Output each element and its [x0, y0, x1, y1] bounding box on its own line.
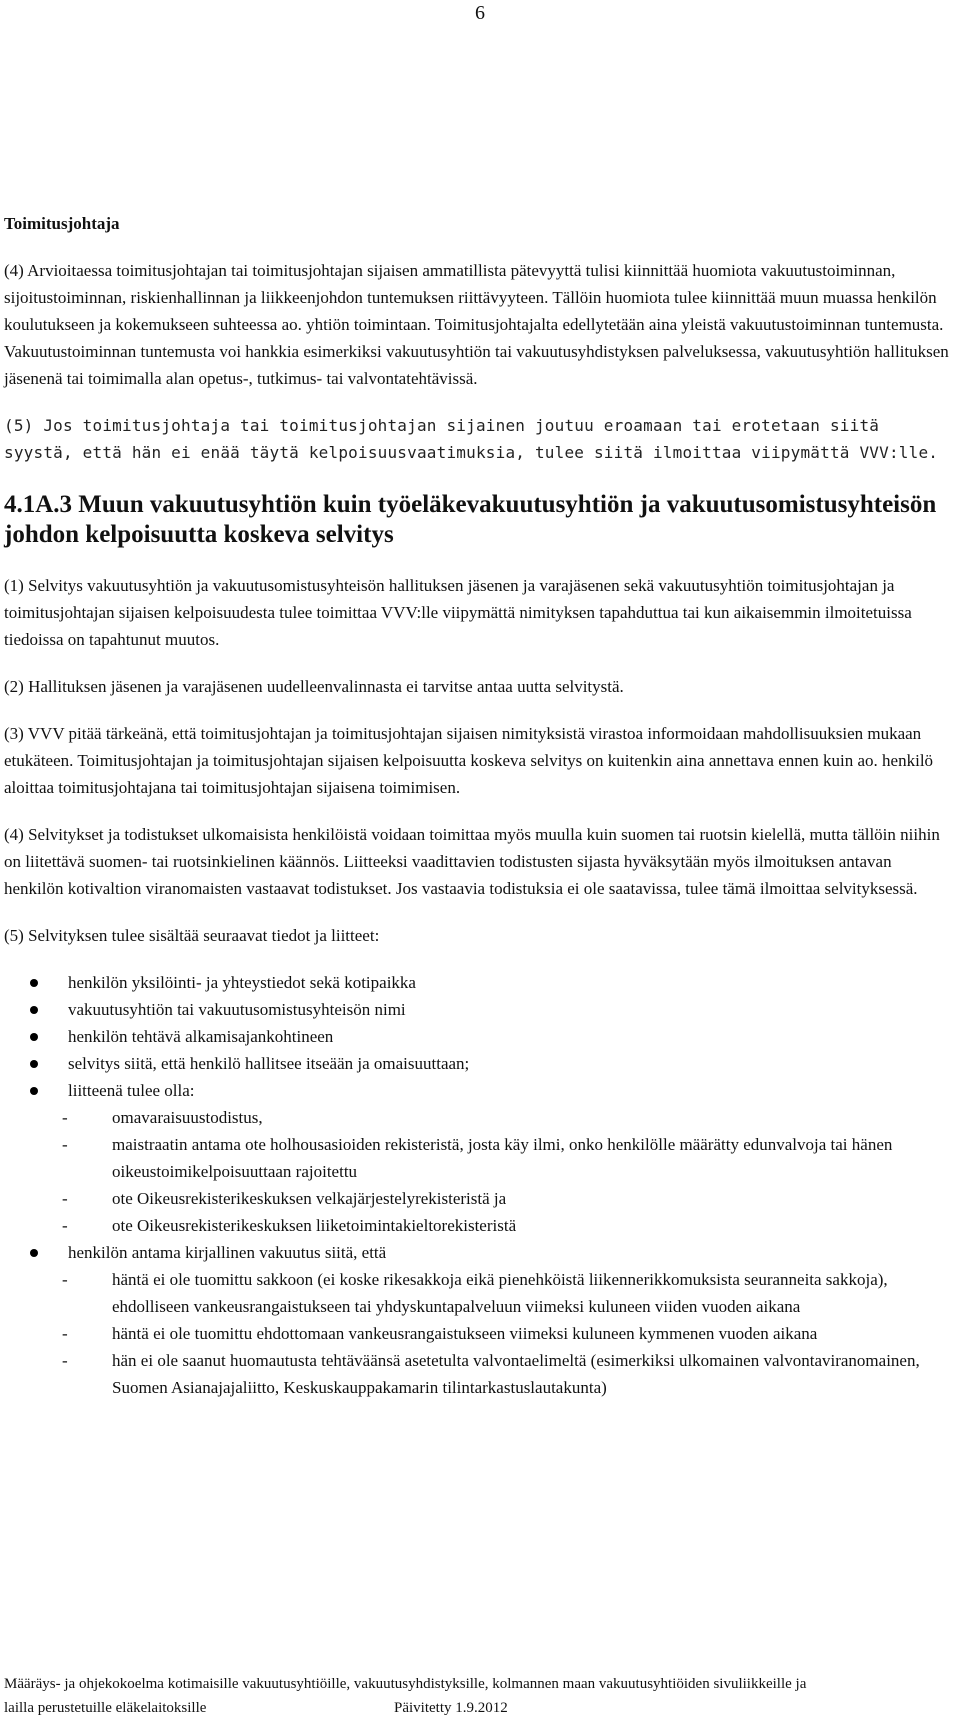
- dash-marker: -: [62, 1216, 68, 1235]
- paragraph: (4) Selvitykset ja todistukset ulkomaisista henkilöistä voidaan toimittaa myös muulla kuin suomen tai ruotsin kielellä, mutta tällöin niihin on liitettävä suomen- tai ruotsinkielinen käännös. Liitteeksi vaadittavien todistusten sijasta hyväksytään myös ilmoituksen antavan henkilön kotivaltion viranomaisten vastaavat todistukset. Jos vastaavia todistuksia ei ole saatavissa, tulee tämä ilmoittaa selvityksessä.: [4, 825, 940, 898]
- sub-list-item-text: häntä ei ole tuomittu sakkoon (ei koske rikesakkoja eikä pienehköistä liikennerikkomuksista seuranneita sakkoja), ehdolliseen vankeusrangaistukseen tai yhdyskuntapalveluun viimeksi kuluneen viiden vuoden aikana: [112, 1270, 888, 1316]
- requirements-list: [4, 969, 954, 1401]
- list-item-text: liitteenä tulee olla:: [68, 1081, 195, 1100]
- bullet-icon: [30, 1006, 38, 1014]
- paragraph-monospace: (5) Jos toimitusjohtaja tai toimitusjohtajan sijainen joutuu eroamaan tai erotetaan siitä syystä, että hän ei enää täytä kelpoisuusvaatimuksia, tulee siitä ilmoittaa viipymättä VVV:lle.: [4, 416, 939, 462]
- paragraph: (5) Selvityksen tulee sisältää seuraavat tiedot ja liitteet:: [4, 926, 380, 945]
- updated-date: Päivitetty 1.9.2012: [394, 1700, 508, 1716]
- sub-list-item: [4, 1347, 954, 1401]
- sub-list-item-text: hän ei ole saanut huomautusta tehtäväänsä asetetulta valvontaelimeltä (esimerkiksi ulkomainen valvontaviranomainen, Suomen Asianajajaliitto, Keskuskauppakamarin tilintarkastuslautakunta): [112, 1351, 920, 1397]
- sub-list: [62, 1266, 954, 1401]
- dash-marker: -: [62, 1270, 68, 1289]
- list-item-text: henkilön antama kirjallinen vakuutus siitä, että: [68, 1243, 387, 1262]
- section-heading: Toimitusjohtaja: [4, 214, 120, 233]
- list-item: [4, 1050, 954, 1077]
- sub-list-item: [4, 1212, 954, 1239]
- list-item: [4, 1023, 954, 1050]
- paragraph: (2) Hallituksen jäsenen ja varajäsenen uudelleenvalinnasta ei tarvitse antaa uutta selvitystä.: [4, 677, 624, 696]
- dash-marker: -: [62, 1351, 68, 1370]
- sub-list-item: [4, 1104, 954, 1131]
- sub-list-item-text: häntä ei ole tuomittu ehdottomaan vankeusrangaistukseen viimeksi kuluneen kymmenen vuoden aikana: [112, 1324, 818, 1343]
- list-item: [4, 969, 954, 996]
- sub-list-item: [4, 1131, 954, 1185]
- sub-list-item: [4, 1320, 954, 1347]
- page-footer: [4, 1672, 954, 1720]
- list-item-text: selvitys siitä, että henkilö hallitsee itseään ja omaisuuttaan;: [68, 1054, 470, 1073]
- paragraph: (4) Arvioitaessa toimitusjohtajan tai toimitusjohtajan sijaisen ammatillista pätevyyttä tulisi kiinnittää huomiota vakuutustoiminnan, sijoitustoiminnan, riskienhallinnan ja liikkeenjohdon tuntemuksen riittävyyteen. Tällöin huomiota tulee kiinnittää muun muassa henkilön koulutukseen ja kokemukseen suhteessa ao. yhtiön toimintaan. Toimitusjohtajalta edellytetään aina yleistä vakuutustoiminnan tuntemusta. Vakuutustoiminnan tuntemusta voi hankkia esimerkiksi vakuutusyhtiön tai vakuutusyhdistyksen palveluksessa, vakuutusyhtiön hallituksen jäsenenä tai toimimalla alan opetus-, tutkimus- tai valvontatehtävissä.: [4, 261, 949, 388]
- list-item: [4, 1239, 954, 1401]
- dash-marker: -: [62, 1108, 68, 1127]
- page-number: 6: [475, 2, 485, 24]
- main-heading: 4.1A.3 Muun vakuutusyhtiön kuin työeläkevakuutusyhtiön ja vakuutusomistusyhteisön johdon kelpoisuutta koskeva selvitys: [4, 491, 937, 548]
- bullet-icon: [30, 979, 38, 987]
- sub-list-item: [4, 1266, 954, 1320]
- paragraph: (1) Selvitys vakuutusyhtiön ja vakuutusomistusyhteisön hallituksen jäsenen ja varajäsenen sekä vakuutusyhtiön toimitusjohtajan ja toimitusjohtajan sijaisen kelpoisuudesta tulee toimittaa VVV:lle viipymättä nimityksen tapahduttua tai kun aikaisemmin ilmoitetuissa tiedoissa on tapahtunut muutos.: [4, 576, 912, 649]
- dash-marker: -: [62, 1135, 68, 1154]
- sub-list-item-text: omavaraisuustodistus,: [112, 1108, 263, 1127]
- list-item-text: henkilön tehtävä alkamisajankohtineen: [68, 1027, 334, 1046]
- list-item-text: vakuutusyhtiön tai vakuutusomistusyhteisön nimi: [68, 1000, 406, 1019]
- bullet-icon: [30, 1033, 38, 1041]
- dash-marker: -: [62, 1324, 68, 1343]
- sub-list-item-text: ote Oikeusrekisterikeskuksen liiketoimintakieltorekisteristä: [112, 1216, 517, 1235]
- list-item: [4, 1077, 954, 1239]
- list-item-text: henkilön yksilöinti- ja yhteystiedot sekä kotipaikka: [68, 973, 416, 992]
- paragraph: (3) VVV pitää tärkeänä, että toimitusjohtajan ja toimitusjohtajan sijaisen nimityksistä virastoa informoidaan mahdollisuuksien mukaan etukäteen. Toimitusjohtajan ja toimitusjohtajan sijaisen kelpoisuutta koskeva selvitys on kuitenkin aina annettava ennen kuin ao. henkilö aloittaa toimitusjohtajana tai toimitusjohtajan sijaisena toimimisen.: [4, 724, 934, 797]
- footer-line: Määräys- ja ohjekokoelma kotimaisille vakuutusyhtiöille, vakuutusyhdistyksille, kolmannen maan vakuutusyhtiöiden sivuliikkeille ja: [4, 1676, 807, 1692]
- bullet-icon: [30, 1060, 38, 1068]
- sub-list-item-text: maistraatin antama ote holhousasioiden rekisteristä, josta käy ilmi, onko henkilölle määrätty edunvalvoja tai hänen oikeustoimikelpoisuuttaan rajoitettu: [112, 1135, 893, 1181]
- sub-list: [62, 1104, 954, 1239]
- footer-line: [4, 1696, 954, 1720]
- sub-list-item: [4, 1185, 954, 1212]
- sub-list-item-text: ote Oikeusrekisterikeskuksen velkajärjestelyrekisteristä ja: [112, 1189, 507, 1208]
- list-item: [4, 996, 954, 1023]
- footer-text: lailla perustetuille eläkelaitoksille: [4, 1700, 207, 1716]
- document-body: [4, 210, 954, 1401]
- bullet-icon: [30, 1249, 38, 1257]
- dash-marker: -: [62, 1189, 68, 1208]
- bullet-icon: [30, 1087, 38, 1095]
